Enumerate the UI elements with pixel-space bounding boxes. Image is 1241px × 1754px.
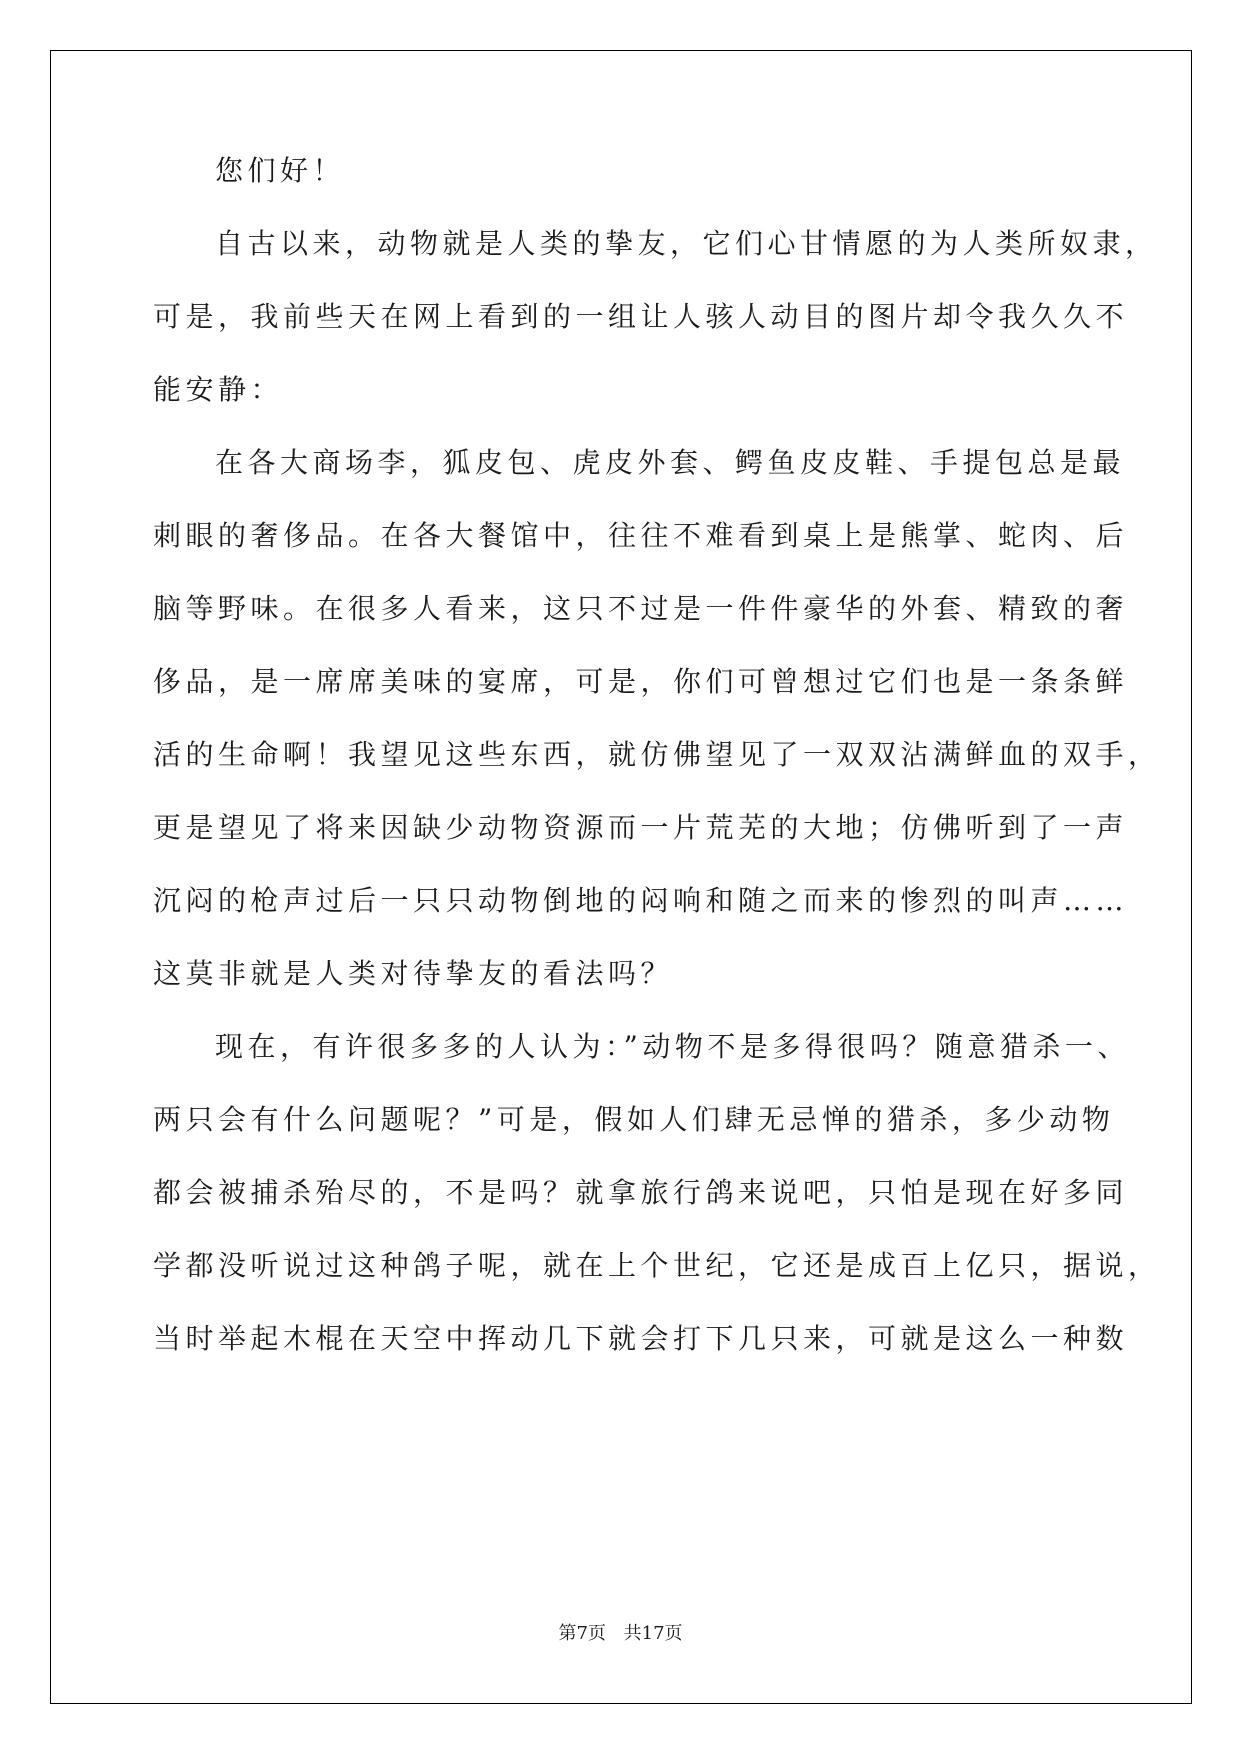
paragraph-2-line-7: 沉闷的枪声过后一只只动物倒地的闷响和随之而来的惨烈的叫声…… (153, 884, 1129, 917)
paragraph-2-line-4: 侈品，是一席席美味的宴席，可是，你们可曾想过它们也是一条条鲜 (153, 665, 1129, 698)
paragraph-1-line-1: 自古以来，动物就是人类的挚友，它们心甘情愿的为人类所奴隶， (215, 227, 1158, 260)
paragraph-3-line-1: 现在，有许很多多的人认为：”动物不是多得很吗？随意猎杀一、 (215, 1030, 1130, 1063)
paragraph-3-line-2: 两只会有什么问题呢？”可是，假如人们肆无忌惮的猎杀，多少动物 (153, 1103, 1115, 1136)
paragraph-3-line-5: 当时举起木棍在天空中挥动几下就会打下几只来，可就是这么一种数 (153, 1322, 1129, 1355)
paragraph-3-line-4: 学都没听说过这种鸽子呢，就在上个世纪，它还是成百上亿只，据说， (153, 1249, 1161, 1282)
page-footer (0, 1619, 1241, 1645)
greeting-line: 您们好！ (215, 154, 346, 187)
paragraph-1-line-3: 能安静： (153, 373, 284, 406)
paragraph-2-line-8: 这莫非就是人类对待挚友的看法吗？ (153, 957, 674, 990)
paragraph-2-line-5: 活的生命啊！我望见这些东西，就仿佛望见了一双双沾满鲜血的双手， (153, 738, 1161, 771)
paragraph-2-line-3: 脑等野味。在很多人看来，这只不过是一件件豪华的外套、精致的奢 (153, 592, 1129, 625)
paragraph-2-line-6: 更是望见了将来因缺少动物资源而一片荒芜的大地；仿佛听到了一声 (153, 811, 1129, 844)
paragraph-3-line-3: 都会被捕杀殆尽的，不是吗？就拿旅行鸽来说吧，只怕是现在好多同 (153, 1176, 1129, 1209)
paragraph-2-line-2: 刺眼的奢侈品。在各大餐馆中，往往不难看到桌上是熊掌、蛇肉、后 (153, 519, 1129, 552)
paragraph-2-line-1: 在各大商场李，狐皮包、虎皮外套、鳄鱼皮皮鞋、手提包总是最 (215, 446, 1126, 479)
paragraph-1-line-2: 可是，我前些天在网上看到的一组让人骇人动目的图片却令我久久不 (153, 300, 1129, 333)
page-total: 共17页 (623, 1623, 683, 1644)
page-number: 第7页 (558, 1623, 606, 1644)
